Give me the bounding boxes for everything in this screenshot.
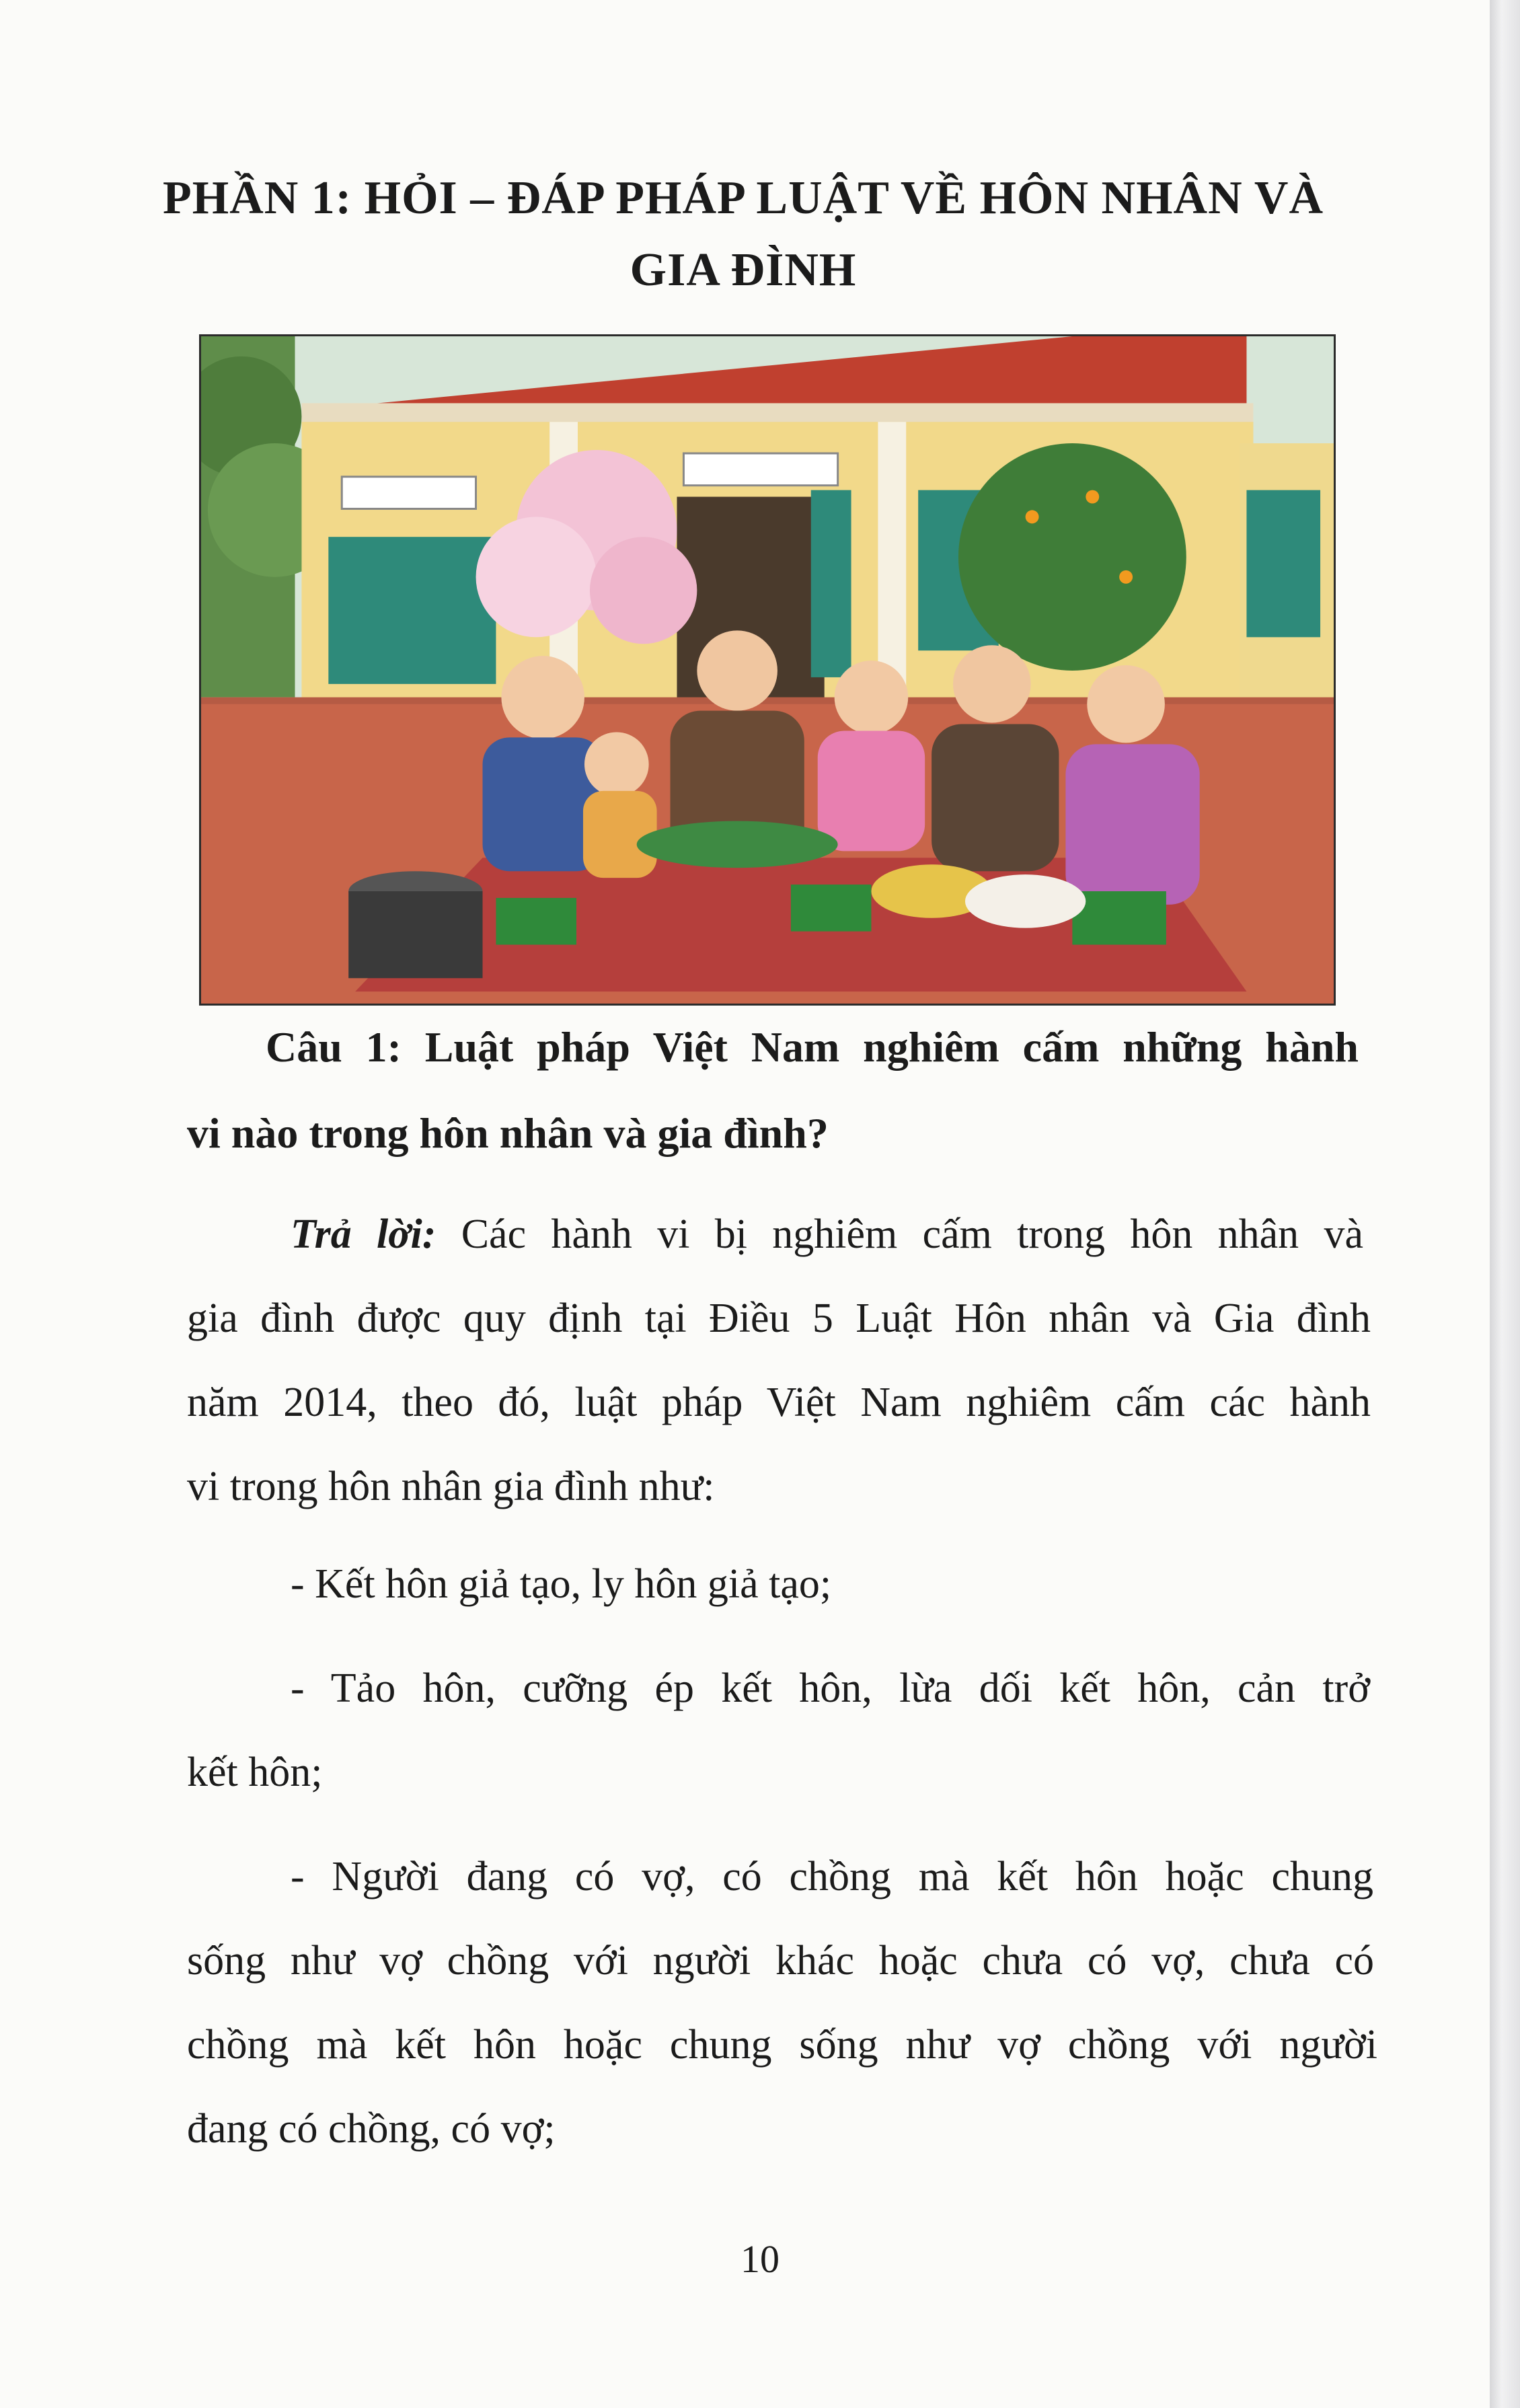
list-item-2-line-1: - Tảo hôn, cưỡng ép kết hôn, lừa dối kết hôn, cản trở [291,1665,1370,1711]
answer-line-2: gia đình được quy định tại Điều 5 Luật Hôn nhân và Gia đình [187,1295,1371,1341]
family-tet-illustration [199,334,1336,1006]
answer-line-1 [291,1211,1363,1258]
list-item-1: - Kết hôn giả tạo, ly hôn giả tạo; [291,1561,832,1607]
section-title-line-1: PHẦN 1: HỎI – ĐÁP PHÁP LUẬT VỀ HÔN NHÂN VÀ [163,172,1324,224]
answer-line-4: vi trong hôn nhân gia đình như: [187,1464,715,1509]
list-item-2-line-2: kết hôn; [187,1749,323,1795]
list-item-3-line-4: đang có chồng, có vợ; [187,2106,556,2152]
list-item-3-line-2: sống như vợ chồng với người khác hoặc chưa có vợ, chưa có [187,1938,1374,1984]
answer-line-1-text: Các hành vi bị nghiêm cấm trong hôn nhân và [436,1211,1363,1257]
answer-label: Trả lời: [291,1211,436,1257]
question-title-line-1: Câu 1: Luật pháp Việt Nam nghiêm cấm những hành [266,1023,1359,1071]
page-edge [1490,0,1520,2408]
page-number: 10 [740,2237,780,2281]
list-item-3-line-1: - Người đang có vợ, có chồng mà kết hôn hoặc chung [291,1854,1373,1899]
section-title-line-2: GIA ĐÌNH [630,244,857,296]
question-title-line-2: vi nào trong hôn nhân và gia đình? [187,1109,829,1157]
answer-line-3: năm 2014, theo đó, luật pháp Việt Nam nghiêm cấm các hành [187,1380,1371,1425]
list-item-3-line-3: chồng mà kết hôn hoặc chung sống như vợ chồng với người [187,2022,1377,2068]
